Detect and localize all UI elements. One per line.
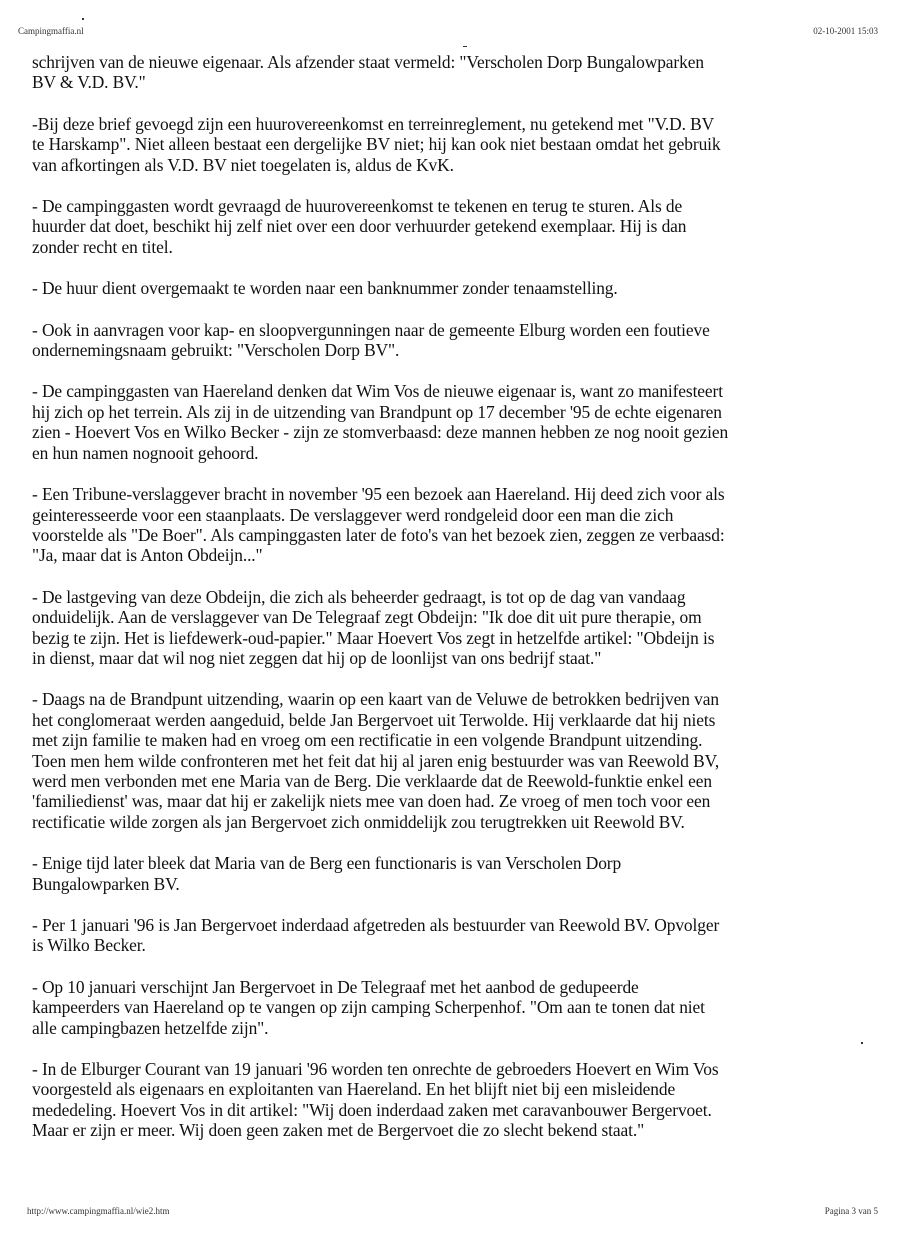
header-datetime: 02-10-2001 15:03 xyxy=(813,26,878,36)
text-line: - De campinggasten van Haereland denken dat Wim Vos de nieuwe eigenaar is, want zo manifesteert xyxy=(32,381,723,402)
text-line: schrijven van de nieuwe eigenaar. Als afzender staat vermeld: "Verscholen Dorp Bungalowparken xyxy=(32,52,704,72)
text-line: - Enige tijd later bleek dat Maria van de Berg een functionaris is van Verscholen Dorp xyxy=(32,853,622,874)
text-line: - Een Tribune-verslaggever bracht in november '95 een bezoek aan Haereland. Hij deed zich voor als xyxy=(32,484,725,505)
text-line: kampeerders van Haereland op te vangen op zijn camping Scherpenhof. "Om aan te tonen dat niet xyxy=(32,997,705,1018)
paragraph xyxy=(32,915,870,956)
text-line: werd men verbonden met ene Maria van de Berg. Die verklaarde dat de Reewold-funktie enkel een xyxy=(32,770,712,791)
text-line: 'familiedienst' was, maar dat hij er zakelijk niets mee van doen had. Ze vroeg of men toch voor een xyxy=(32,791,711,812)
text-line: ondernemingsnaam gebruikt: "Verscholen Dorp BV". xyxy=(32,340,400,361)
paragraph xyxy=(32,977,870,1038)
paragraph xyxy=(32,278,870,298)
text-line: alle campingbazen hetzelfde zijn". xyxy=(32,1017,269,1038)
text-line: BV & V.D. BV." xyxy=(32,72,146,93)
text-line: voorstelde als "De Boer". Als campinggasten later de foto's van het bezoek zien, zeggen ze verbaasd: xyxy=(32,524,725,545)
paragraph xyxy=(32,484,870,566)
paragraph xyxy=(32,1059,870,1141)
text-line: te Harskamp". Niet alleen bestaat een dergelijke BV niet; hij kan ook niet bestaan omdat het gebruik xyxy=(32,134,721,155)
text-line: - Daags na de Brandpunt uitzending, waarin op een kaart van de Veluwe de betrokken bedrijven van xyxy=(32,689,719,710)
paragraph xyxy=(32,853,870,894)
paragraph xyxy=(32,320,870,361)
text-line: onduidelijk. Aan de verslaggever van De Telegraaf zegt Obdeijn: "Ik doe dit uit pure therapie, om xyxy=(32,607,702,628)
paragraph xyxy=(32,381,870,463)
text-line: -Bij deze brief gevoegd zijn een huurovereenkomst en terreinreglement, nu getekend met "V.D. BV xyxy=(32,113,715,134)
footer-page-number: Pagina 3 van 5 xyxy=(824,1206,878,1216)
text-line: hij zich op het terrein. Als zij in de uitzending van Brandpunt op 17 december '95 de echte eigenaren xyxy=(32,401,722,422)
text-line: bezig te zijn. Het is liefdewerk-oud-papier." Maar Hoevert Vos zegt in hetzelfde artikel: "Obdeijn is xyxy=(32,627,715,648)
text-line: mededeling. Hoevert Vos in dit artikel: "Wij doen inderdaad zaken met caravanbouwer Bergervoet. xyxy=(32,1099,712,1120)
paragraph xyxy=(32,689,870,832)
text-line: - In de Elburger Courant van 19 januari '96 worden ten onrechte de gebroeders Hoevert en Wim Vos xyxy=(32,1059,719,1080)
paragraph xyxy=(32,52,870,93)
text-line: in dienst, maar dat wil nog niet zeggen dat hij op de loonlijst van ons bedrijf staat." xyxy=(32,647,602,668)
paragraph xyxy=(32,114,870,175)
text-line: geinteresseerde voor een staanplaats. De verslaggever werd rondgeleid door een man die zich xyxy=(32,504,674,525)
text-line: zonder recht en titel. xyxy=(32,236,173,257)
paragraph xyxy=(32,587,870,669)
text-line: huurder dat doet, beschikt hij zelf niet over een door verhuurder getekend exemplaar. Hij is dan xyxy=(32,216,687,237)
header-site-name: Campingmaffia.nl xyxy=(18,26,84,36)
scan-speck xyxy=(82,18,84,20)
text-line: met zijn familie te maken had en vroeg om een rectificatie in een volgende Brandpunt uitzending. xyxy=(32,730,703,751)
paragraph xyxy=(32,196,870,257)
text-line: rectificatie wilde zorgen als jan Bergervoet zich onmiddelijk zou terugtrekken uit Reewold BV. xyxy=(32,811,685,832)
text-line: - Per 1 januari '96 is Jan Bergervoet inderdaad afgetreden als bestuurder van Reewold BV. Opvolger xyxy=(32,915,720,935)
text-line: - Op 10 januari verschijnt Jan Bergervoet in De Telegraaf met het aanbod de gedupeerde xyxy=(32,976,639,997)
document-body xyxy=(32,52,870,1162)
text-line: - De huur dient overgemaakt te worden naar een banknummer zonder tenaamstelling. xyxy=(32,278,618,299)
scan-speck xyxy=(463,46,467,47)
text-line: en hun namen nognooit gehoord. xyxy=(32,442,259,463)
text-line: Bungalowparken BV. xyxy=(32,873,180,894)
text-line: Toen men hem wilde confronteren met het feit dat hij al jaren enig bestuurder was van Reewold BV, xyxy=(32,750,720,771)
text-line: het conglomeraat werden aangeduid, belde Jan Bergervoet uit Terwolde. Hij verklaarde dat hij niets xyxy=(32,709,716,730)
text-line: "Ja, maar dat is Anton Obdeijn..." xyxy=(32,545,263,566)
text-line: zien - Hoevert Vos en Wilko Becker - zijn ze stomverbaasd: deze mannen hebben ze nog nooit gezien xyxy=(32,422,729,443)
text-line: is Wilko Becker. xyxy=(32,935,146,956)
text-line: van afkortingen als V.D. BV niet toegelaten is, aldus de KvK. xyxy=(32,154,454,175)
text-line: Maar er zijn er meer. Wij doen geen zaken met de Bergervoet die zo slecht bekend staat." xyxy=(32,1120,645,1141)
footer-url: http://www.campingmaffia.nl/wie2.htm xyxy=(27,1206,170,1216)
text-line: - De campinggasten wordt gevraagd de huurovereenkomst te tekenen en terug te sturen. Als de xyxy=(32,196,683,217)
text-line: - Ook in aanvragen voor kap- en sloopvergunningen naar de gemeente Elburg worden een foutieve xyxy=(32,319,710,340)
text-line: - De lastgeving van deze Obdeijn, die zich als beheerder gedraagt, is tot op de dag van vandaag xyxy=(32,586,686,607)
text-line: voorgesteld als eigenaars en exploitanten van Haereland. En het blijft niet bij een misleidende xyxy=(32,1079,676,1100)
